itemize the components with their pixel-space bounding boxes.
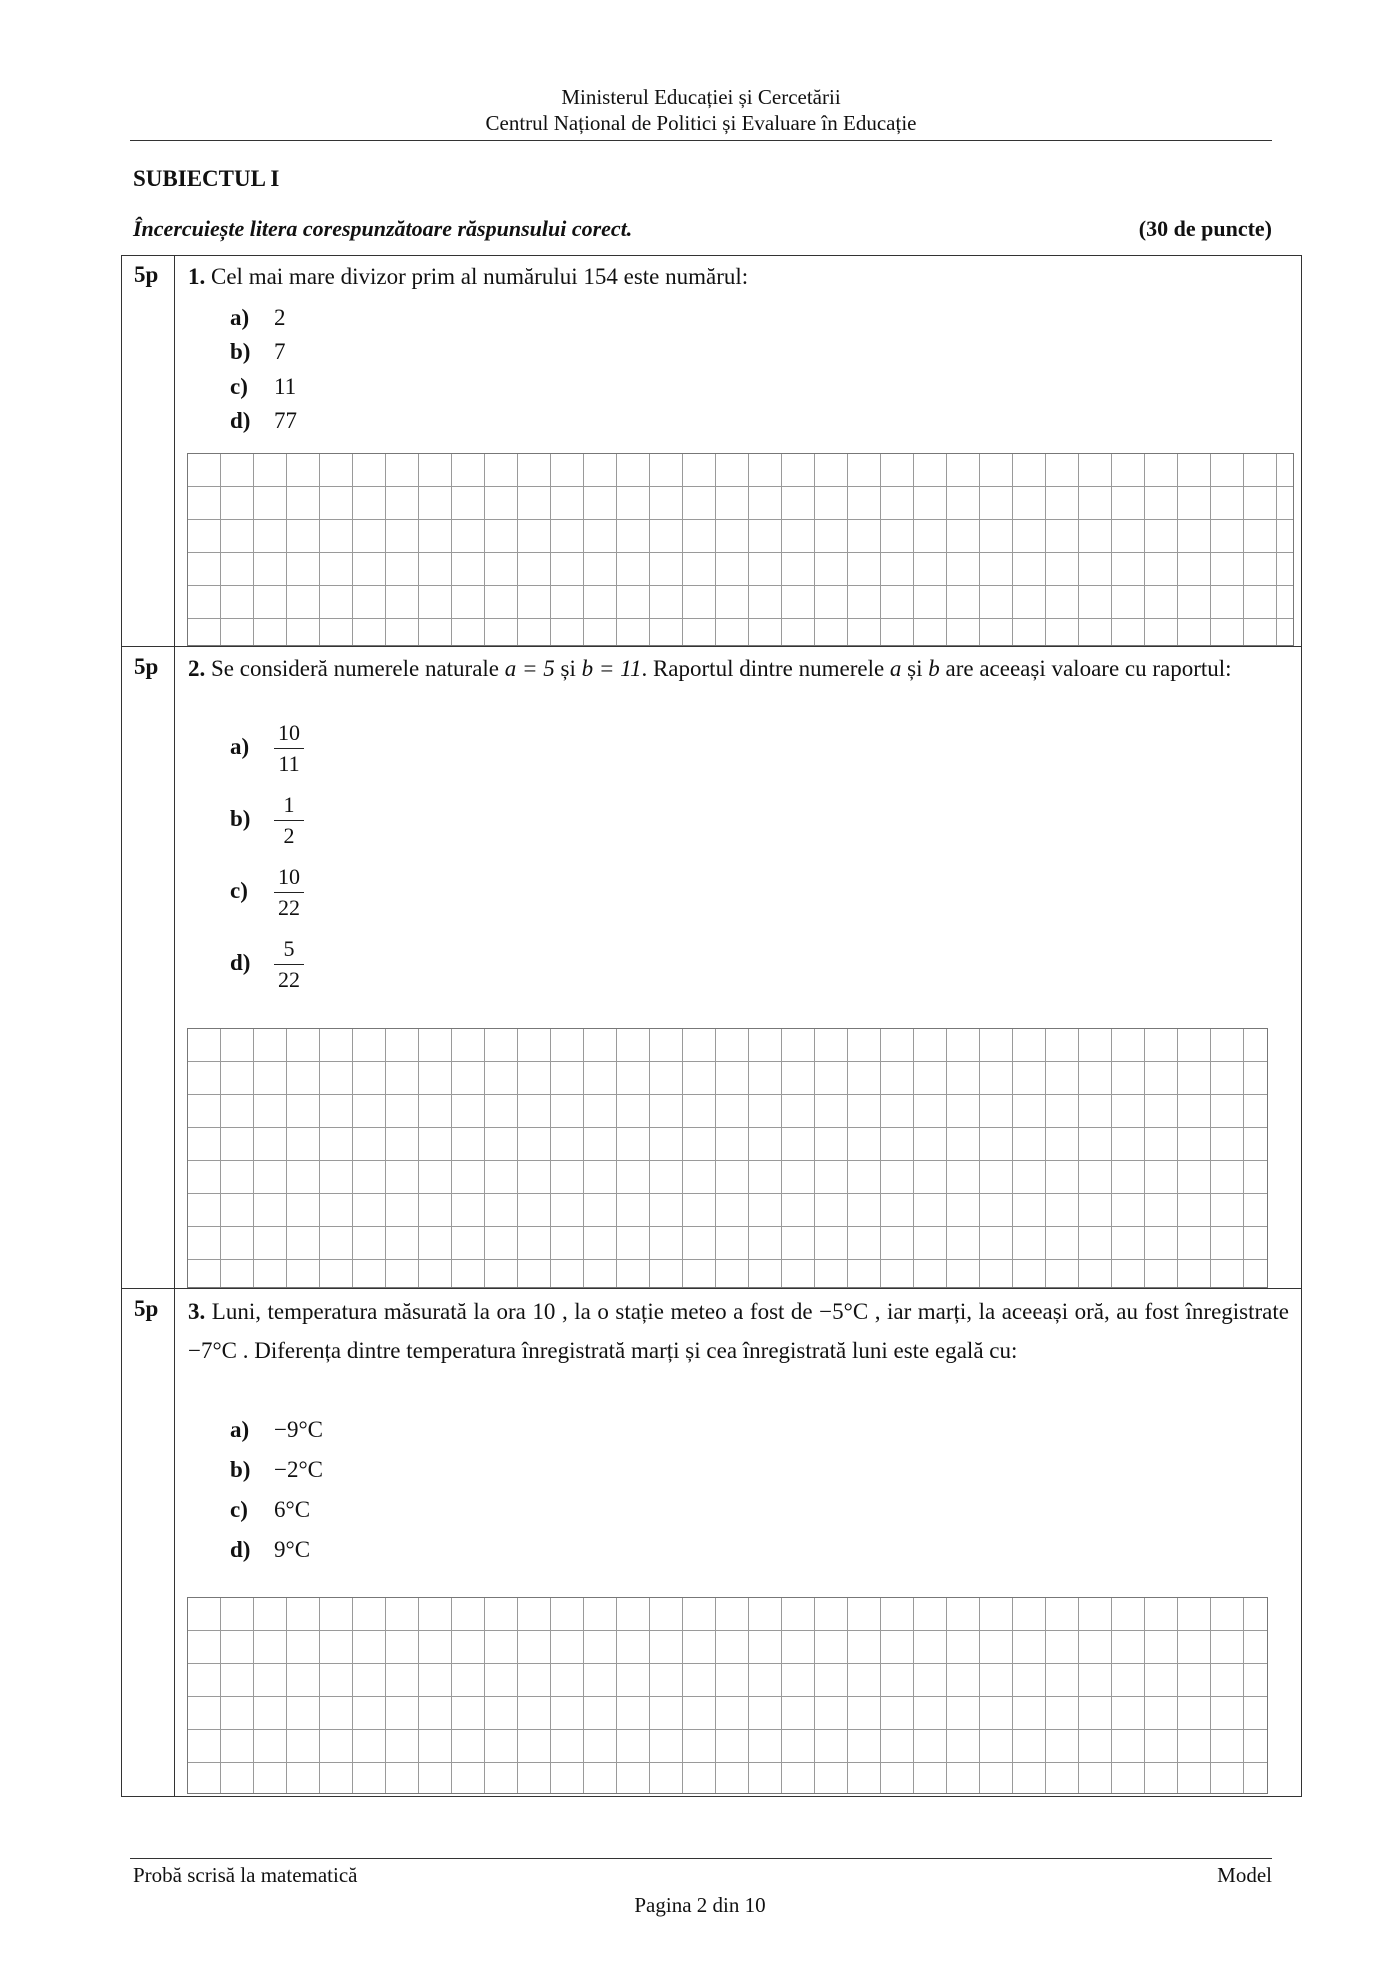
option-label: b) <box>230 339 251 364</box>
option-c-label[interactable]: c) <box>230 878 248 903</box>
option-a[interactable] <box>230 1413 323 1447</box>
numerator: 10 <box>274 862 304 893</box>
question-row-3 <box>122 1289 1301 1796</box>
option-b[interactable] <box>230 335 286 369</box>
option-b-label[interactable]: b) <box>230 806 251 831</box>
numerator: 5 <box>274 934 304 965</box>
option-label: a) <box>230 305 250 330</box>
option-label: d) <box>230 408 251 433</box>
option-value: 7 <box>274 339 286 364</box>
variable-b: b <box>928 656 940 681</box>
question-statement: Luni, temperatura măsurată la ora 10 , la o stație meteo a fost de −5°C , iar marți, la aceeași oră, au fost înregistrate −7°C . Diferența dintre temperatura înregistrată marți și cea înregistrată luni este egală cu: <box>188 1299 1289 1363</box>
option-value: −2°C <box>274 1457 324 1482</box>
question-points: 5p <box>134 1296 159 1321</box>
question-row-1 <box>122 256 1301 646</box>
question-number: 3. <box>188 1299 206 1324</box>
option-b[interactable] <box>230 1453 323 1487</box>
conjunction: și <box>907 656 923 681</box>
question-text <box>188 258 1289 295</box>
subject-points: (30 de puncte) <box>1138 216 1272 241</box>
option-value: 9°C <box>274 1537 311 1562</box>
footer-model-label: Model <box>1217 1863 1272 1887</box>
option-a-label[interactable]: a) <box>230 734 250 759</box>
question-statement: Cel mai mare divizor prim al numărului 154 este numărul: <box>211 264 749 289</box>
question-statement-start: Se consideră numerele naturale <box>211 656 500 681</box>
option-a-fraction[interactable] <box>274 718 304 779</box>
page-number: Pagina 2 din 10 <box>634 1893 766 1917</box>
ministry-name: Ministerul Educației și Cercetării <box>561 85 841 109</box>
numerator: 1 <box>274 790 304 821</box>
question-statement-end: are aceeași valoare cu raportul: <box>945 656 1232 681</box>
numerator: 10 <box>274 718 304 749</box>
option-d[interactable] <box>230 1533 310 1567</box>
option-value: 77 <box>274 408 297 433</box>
option-c-fraction[interactable] <box>274 862 304 923</box>
option-label: b) <box>230 1457 251 1482</box>
denominator: 2 <box>283 823 295 848</box>
subject-title: SUBIECTUL I <box>133 166 280 191</box>
option-a[interactable] <box>230 301 286 335</box>
denominator: 11 <box>278 751 300 776</box>
variable-a: a <box>889 656 902 681</box>
subject-instruction: Încercuiește litera corespunzătoare răspunsului corect. <box>133 216 633 241</box>
denominator: 22 <box>278 895 300 920</box>
option-label: c) <box>230 1497 248 1522</box>
option-value: −9°C <box>274 1417 324 1442</box>
question-text <box>188 650 1289 687</box>
option-label: d) <box>230 1537 251 1562</box>
option-d-label[interactable]: d) <box>230 950 251 975</box>
question-number: 2. <box>188 656 206 681</box>
equation-b: b = 11 <box>581 656 642 681</box>
question-points: 5p <box>134 262 159 287</box>
work-grid[interactable] <box>187 453 1294 646</box>
page-header <box>130 84 1272 136</box>
question-row-2 <box>122 647 1301 1288</box>
option-d-fraction[interactable] <box>274 934 304 995</box>
option-d[interactable] <box>230 404 297 438</box>
header-divider <box>130 140 1272 141</box>
option-b-fraction[interactable] <box>274 790 304 851</box>
footer-divider <box>130 1858 1272 1859</box>
option-value: 6°C <box>274 1497 311 1522</box>
option-c[interactable] <box>230 370 296 404</box>
questions-table <box>121 255 1302 1797</box>
work-grid[interactable] <box>187 1028 1268 1288</box>
question-points: 5p <box>134 654 159 679</box>
option-label: c) <box>230 374 248 399</box>
denominator: 22 <box>278 967 300 992</box>
center-name: Centrul Național de Politici și Evaluare în Educație <box>485 111 917 135</box>
option-c[interactable] <box>230 1493 310 1527</box>
question-number: 1. <box>188 264 206 289</box>
footer-exam-name: Probă scrisă la matematică <box>133 1863 358 1887</box>
question-text <box>188 1292 1289 1370</box>
question-statement-mid: . Raportul dintre numerele <box>641 656 885 681</box>
option-label: a) <box>230 1417 250 1442</box>
equation-a: a = 5 <box>504 656 555 681</box>
option-value: 2 <box>274 305 286 330</box>
conjunction: și <box>560 656 576 681</box>
work-grid[interactable] <box>187 1597 1268 1794</box>
option-value: 11 <box>274 374 297 399</box>
